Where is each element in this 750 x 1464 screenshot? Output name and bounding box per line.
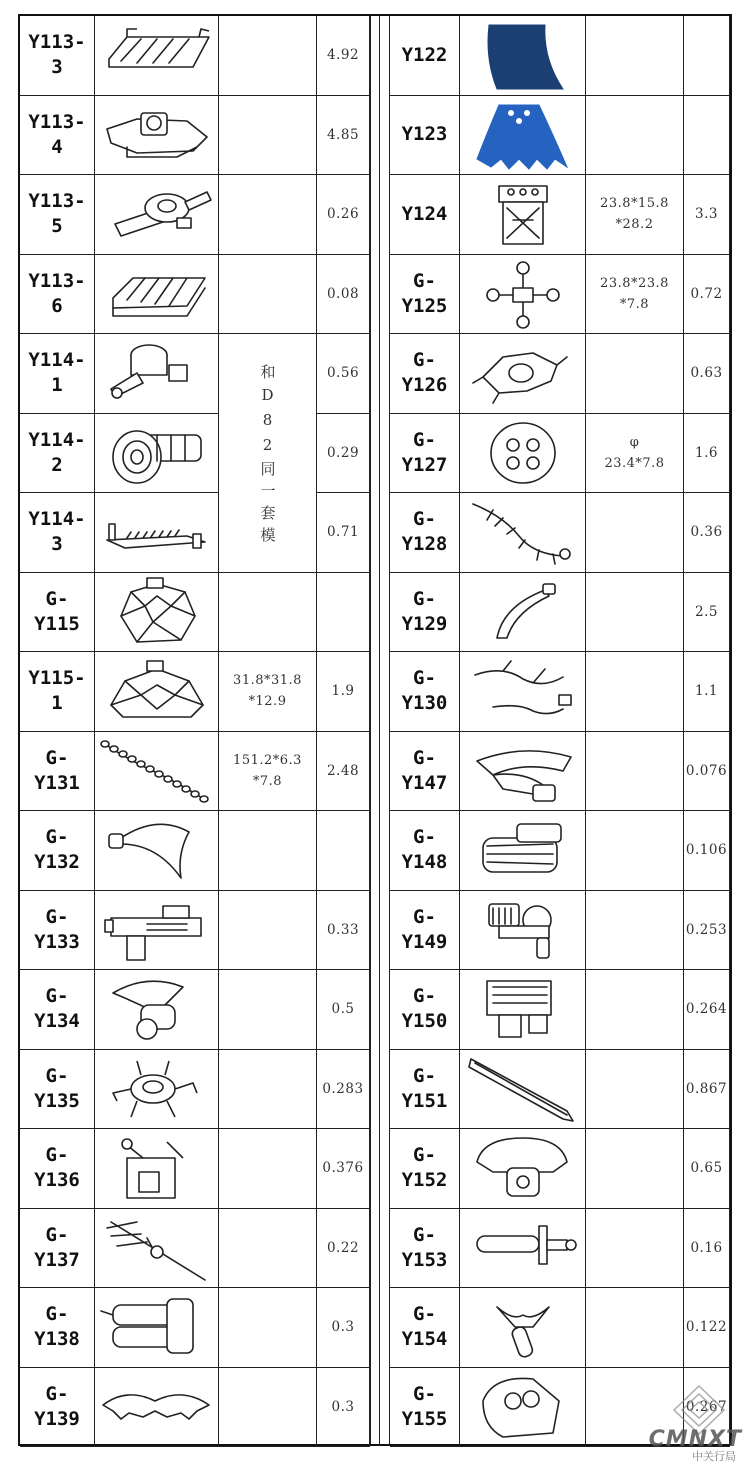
part-image [460,96,586,176]
table-row [20,811,730,891]
part-code: G- Y135 [20,1050,95,1130]
part-weight: 3.3 [684,175,730,255]
sword-part-icon [463,1212,583,1284]
part-weight: 0.16 [684,1209,730,1289]
part-dimensions [219,1288,317,1368]
part-dimensions [586,96,684,176]
part-image [460,891,586,971]
part-image [460,493,586,573]
part-dimensions [219,1209,317,1289]
part-dimensions [219,1368,317,1448]
part-weight: 0.29 [317,414,370,494]
part-code: Y114- 1 [20,334,95,414]
part-dimensions [219,811,317,891]
table-row [20,1368,730,1448]
blue-scalloped-cape-icon [463,99,583,171]
part-code: Y113- 5 [20,175,95,255]
binocular-pack-part-icon [97,1291,217,1363]
part-dimensions: 23.8*15.8 *28.2 [586,175,684,255]
four-ball-cross-part-icon [463,258,583,330]
part-code: Y114- 3 [20,493,95,573]
part-weight: 0.72 [684,255,730,335]
part-weight: 0.267 [684,1368,730,1448]
banana-blade-part-icon [97,814,217,886]
part-weight: 2.5 [684,573,730,653]
part-image [95,970,219,1050]
watermark-sub: 中关行局 [692,1450,736,1463]
jet-pack-part-icon [463,814,583,886]
table-row [20,493,730,573]
watermark-brand: CMNXT [648,1427,742,1452]
part-image [460,811,586,891]
branch-horn-part-icon [463,655,583,727]
round-armor-part-icon [463,417,583,489]
part-code: G- Y129 [390,573,460,653]
part-dimensions: 151.2*6.3 *7.8 [219,732,317,812]
part-dimensions [586,1288,684,1368]
part-dimensions [219,970,317,1050]
grille-block-part-icon [97,258,217,330]
table-row [20,255,730,335]
table-row [20,16,730,96]
part-dimensions [219,175,317,255]
part-weight: 0.122 [684,1288,730,1368]
part-dimensions [586,573,684,653]
part-image [460,573,586,653]
table-row [20,175,730,255]
blaster-gun-part-icon [97,894,217,966]
part-code: G- Y130 [390,652,460,732]
part-dimensions: φ 23.4*7.8 [586,414,684,494]
part-weight: 0.26 [317,175,370,255]
ray-gun-part-icon [463,894,583,966]
part-dimensions [219,16,317,96]
part-image [460,1129,586,1209]
part-code: G- Y150 [390,970,460,1050]
part-code: Y124 [390,175,460,255]
rack-bar-part-icon [97,496,217,568]
part-weight: 0.253 [684,891,730,971]
part-dimensions [586,1129,684,1209]
table-row [20,1129,730,1209]
part-code: G- Y151 [390,1050,460,1130]
part-image [95,811,219,891]
part-weight: 0.264 [684,970,730,1050]
parts-table [18,14,732,1446]
part-dimensions [586,970,684,1050]
part-image [460,1368,586,1448]
rock-dome-flat-part-icon [97,655,217,727]
hand-block-part-icon [463,1371,583,1443]
part-image [95,334,219,414]
part-dimensions: 31.8*31.8 *12.9 [219,652,317,732]
part-dimensions [219,891,317,971]
part-weight: 0.65 [684,1129,730,1209]
hinge-plate-part-icon [97,99,217,171]
table-row [20,573,730,653]
table-row [20,1288,730,1368]
part-weight: 1.1 [684,652,730,732]
part-dimensions-merged [219,334,317,414]
table-row [20,732,730,812]
crank-arm-part-icon [97,178,217,250]
part-image [460,732,586,812]
part-dimensions [586,732,684,812]
part-code: Y122 [390,16,460,96]
table-row [20,1050,730,1130]
part-image [460,16,586,96]
part-dimensions [219,255,317,335]
part-image [95,652,219,732]
spiked-blade-part-icon [463,337,583,409]
part-code: Y114- 2 [20,414,95,494]
part-code: G- Y131 [20,732,95,812]
dark-blue-cape-icon [463,19,583,91]
part-weight [317,573,370,653]
trident-part-icon [97,1212,217,1284]
part-weight: 0.56 [317,334,370,414]
part-image [95,732,219,812]
fork-stick-part-icon [463,1291,583,1363]
part-code: G- Y128 [390,493,460,573]
part-dimensions [219,96,317,176]
part-weight: 2.48 [317,732,370,812]
part-dimensions-merged [219,414,317,494]
part-weight: 0.33 [317,891,370,971]
part-code: G- Y134 [20,970,95,1050]
part-image [95,573,219,653]
part-image [460,1209,586,1289]
part-dimensions [219,1050,317,1130]
part-weight: 0.3 [317,1368,370,1448]
part-dimensions [586,16,684,96]
long-blade-part-icon [463,1053,583,1125]
part-code: G- Y139 [20,1368,95,1448]
shoulder-pad-part-icon [97,973,217,1045]
part-code: G- Y152 [390,1129,460,1209]
part-image [95,175,219,255]
part-image [95,96,219,176]
armor-block-part-icon [463,178,583,250]
part-weight: 0.22 [317,1209,370,1289]
part-weight: 0.36 [684,493,730,573]
table-row [20,1209,730,1289]
part-image [460,255,586,335]
part-weight: 0.376 [317,1129,370,1209]
part-image [95,493,219,573]
part-dimensions [586,1050,684,1130]
part-image [95,1368,219,1448]
table-row [20,891,730,971]
tusk-horn-part-icon [463,576,583,648]
part-weight [317,811,370,891]
part-code: Y113- 3 [20,16,95,96]
pivot-arm-part-icon [97,337,217,409]
shoulder-armor-part-icon [463,1132,583,1204]
part-code: G- Y138 [20,1288,95,1368]
table-row [20,414,730,494]
part-image [460,970,586,1050]
part-dimensions [219,573,317,653]
part-image [460,175,586,255]
part-dimensions: 23.8*23.8 *7.8 [586,255,684,335]
part-image [95,1129,219,1209]
part-code: G- Y136 [20,1129,95,1209]
part-code: Y115- 1 [20,652,95,732]
part-code: G- Y115 [20,573,95,653]
part-code: G- Y153 [390,1209,460,1289]
part-image [460,414,586,494]
tray-part-icon [97,19,217,91]
part-code: G- Y137 [20,1209,95,1289]
part-image [95,1209,219,1289]
part-image [95,1050,219,1130]
part-dimensions [586,652,684,732]
chain-part-icon [97,735,217,807]
part-image [460,652,586,732]
part-code: G- Y127 [390,414,460,494]
table-row [20,334,730,414]
part-weight [684,16,730,96]
table-row [20,970,730,1050]
part-weight: 4.85 [317,96,370,176]
part-image [460,334,586,414]
bracket-part-icon [97,1132,217,1204]
part-dimensions [586,1209,684,1289]
part-dimensions [219,1129,317,1209]
part-image [95,255,219,335]
part-dimensions [586,334,684,414]
table-row [20,652,730,732]
part-code: Y113- 6 [20,255,95,335]
part-weight: 0.106 [684,811,730,891]
part-weight: 0.63 [684,334,730,414]
part-image [460,1288,586,1368]
part-weight: 1.6 [684,414,730,494]
part-dimensions [586,811,684,891]
part-weight: 1.9 [317,652,370,732]
bone-tail-part-icon [463,496,583,568]
bat-wing-part-icon [97,1371,217,1443]
part-code: G- Y155 [390,1368,460,1448]
part-code: G- Y126 [390,334,460,414]
part-weight: 0.283 [317,1050,370,1130]
part-dimensions-merged [219,493,317,573]
part-weight [684,96,730,176]
part-code: Y123 [390,96,460,176]
part-weight: 4.92 [317,16,370,96]
part-weight: 0.867 [684,1050,730,1130]
part-image [95,1288,219,1368]
part-weight: 0.71 [317,493,370,573]
table-row [20,96,730,176]
wheel-axle-part-icon [97,417,217,489]
part-code: G- Y133 [20,891,95,971]
part-code: G- Y132 [20,811,95,891]
part-weight: 0.076 [684,732,730,812]
part-dimensions [586,891,684,971]
shared-mold-note-text: 和D82同一套模 [258,363,277,549]
part-code: G- Y154 [390,1288,460,1368]
part-code: G- Y147 [390,732,460,812]
hook-claw-part-icon [463,735,583,807]
part-weight: 0.5 [317,970,370,1050]
part-weight: 0.3 [317,1288,370,1368]
part-code: G- Y148 [390,811,460,891]
heavy-blaster-part-icon [463,973,583,1045]
part-dimensions [586,493,684,573]
part-image [95,414,219,494]
rock-dome-part-icon [97,576,217,648]
part-code: Y113- 4 [20,96,95,176]
part-image [460,1050,586,1130]
part-weight: 0.08 [317,255,370,335]
part-image [95,891,219,971]
part-image [95,16,219,96]
claw-ring-part-icon [97,1053,217,1125]
part-code: G- Y149 [390,891,460,971]
part-code: G- Y125 [390,255,460,335]
